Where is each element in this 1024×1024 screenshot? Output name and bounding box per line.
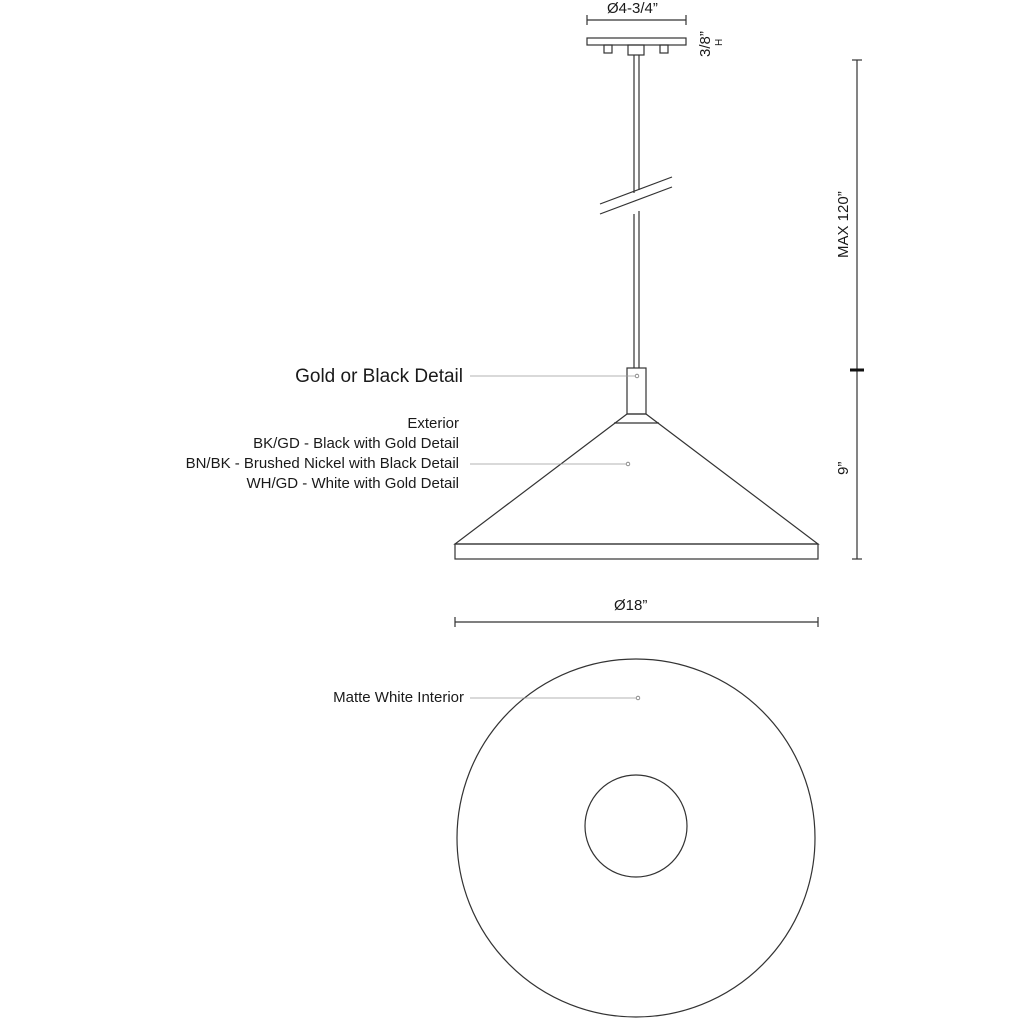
interior-callout: Matte White Interior: [333, 689, 464, 706]
height-dimension: [852, 60, 862, 559]
shade-diameter-label: Ø18”: [614, 597, 648, 614]
interior-leader-dot: [636, 696, 640, 700]
exterior-option: BN/BK - Brushed Nickel with Black Detail: [185, 455, 459, 472]
suspension-stem: [600, 55, 672, 368]
max-drop-label: MAX 120”: [835, 191, 852, 258]
canopy-diameter-label: Ø4-3/4”: [607, 0, 658, 17]
exterior-title: Exterior: [407, 415, 459, 432]
detail-callout: Gold or Black Detail: [295, 366, 463, 387]
canopy-height-suffix: H: [714, 38, 725, 46]
canopy-height-label: 3/8”: [697, 31, 714, 57]
shade-outer-circle: [457, 659, 815, 1017]
exterior-leader-dot: [626, 462, 630, 466]
shade-height-label: 9”: [835, 461, 852, 475]
exterior-callout: [186, 414, 459, 494]
exterior-option: WH/GD - White with Gold Detail: [246, 475, 459, 492]
shade-diameter-dimension: [455, 617, 818, 627]
detail-leader-dot: [635, 374, 639, 378]
shade-inner-opening: [585, 775, 687, 877]
exterior-option: BK/GD - Black with Gold Detail: [253, 435, 459, 452]
shade-side-view: [455, 414, 818, 559]
canopy: [587, 38, 686, 55]
